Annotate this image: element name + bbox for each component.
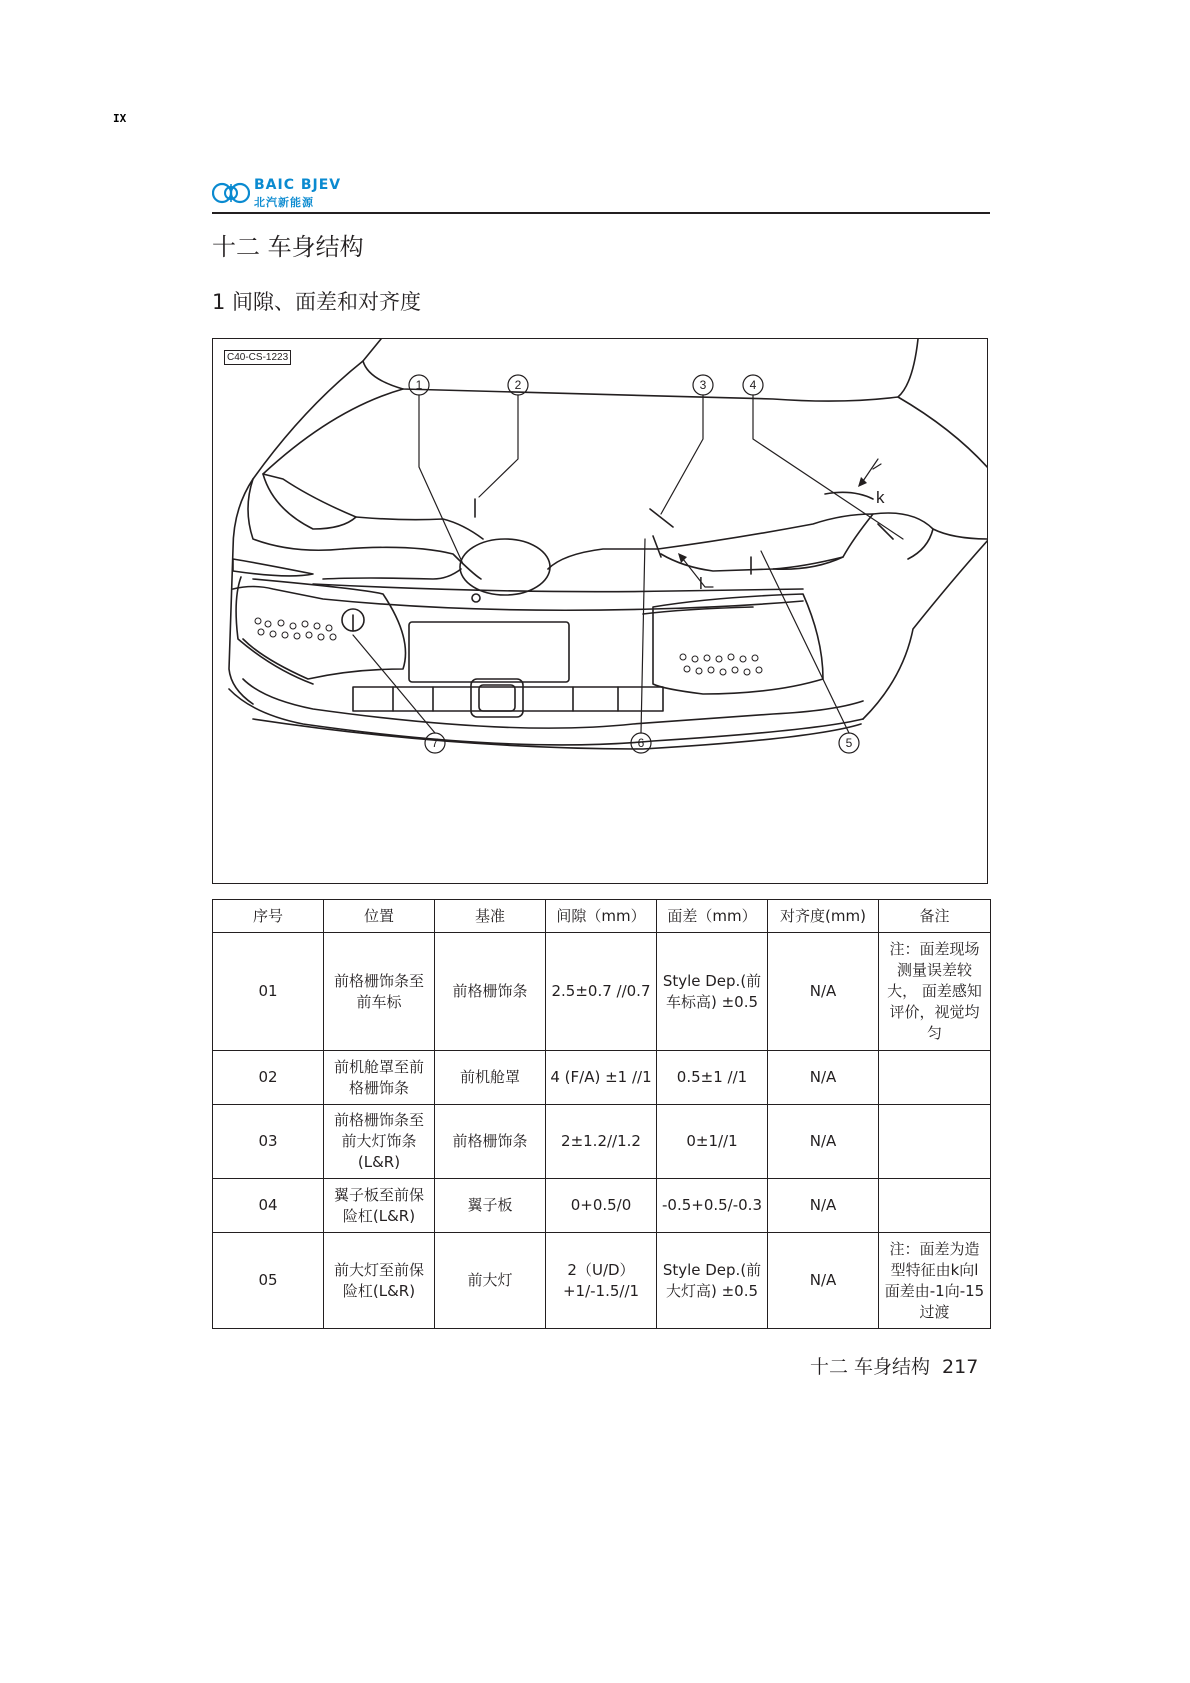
table-header-row <box>213 900 991 933</box>
footer-chapter: 十二 车身结构 <box>810 1356 931 1378</box>
brand-name-cn: 北汽新能源 <box>254 195 314 209</box>
table-row <box>213 1233 991 1329</box>
cell-datum: 前格栅饰条 <box>435 933 546 1051</box>
cell-note-line: 面差由-1向-15 <box>884 1281 985 1300</box>
cell-flush-line: -0.5+0.5/-0.3 <box>661 1196 762 1214</box>
table-row <box>213 1105 991 1179</box>
table-row <box>213 933 991 1051</box>
cell-note <box>879 1233 991 1329</box>
cell-datum: 前格栅饰条 <box>435 1105 546 1179</box>
cell-gap-line: 0+0.5/0 <box>570 1196 632 1214</box>
cell-position-line: 前车标 <box>356 992 402 1011</box>
cell-note-line: 注：面差现场 <box>889 940 980 958</box>
cell-gap-line: 2±1.2//1.2 <box>561 1132 641 1150</box>
cell-gap <box>546 1105 657 1179</box>
cell-note <box>879 1051 991 1105</box>
page-footer <box>810 1352 978 1379</box>
header-rule <box>212 212 990 214</box>
callout-6-label: 6 <box>637 736 645 750</box>
header-datum: 基准 <box>435 900 546 933</box>
cell-note <box>879 1105 991 1179</box>
cell-gap <box>546 1233 657 1329</box>
vehicle-front-line-drawing <box>213 339 988 884</box>
cell-flush <box>657 1051 768 1105</box>
cell-datum: 翼子板 <box>435 1179 546 1233</box>
cell-gap-line: 2.5±0.7 //0.7 <box>551 982 651 1000</box>
cell-note-line: 大， 面差感知 <box>887 982 982 1000</box>
cell-datum: 前大灯 <box>435 1233 546 1329</box>
cell-no: 03 <box>213 1105 324 1179</box>
cell-flush <box>657 1179 768 1233</box>
cell-flush <box>657 1233 768 1329</box>
brand-logo <box>212 178 341 208</box>
cell-note-line: 型特征由k向l <box>890 1260 979 1279</box>
callout-7-label: 7 <box>431 736 439 750</box>
callout-4-label: 4 <box>749 378 757 392</box>
cell-flush-line: 车标高) ±0.5 <box>665 992 759 1011</box>
cell-gap <box>546 1179 657 1233</box>
baic-logo-icon <box>212 180 250 206</box>
direction-l-label: l <box>699 574 703 593</box>
cell-note <box>879 933 991 1051</box>
cell-position-line: 前格栅饰条至 <box>333 1111 424 1129</box>
cell-flush <box>657 1105 768 1179</box>
cell-position-line: 前格栅饰条至 <box>333 971 424 990</box>
header-flush: 面差（mm） <box>657 900 768 933</box>
cell-no: 05 <box>213 1233 324 1329</box>
cell-flush-line: 0±1//1 <box>686 1132 738 1150</box>
direction-k-label: k <box>876 488 885 507</box>
cell-flush-line: Style Dep.(前 <box>662 971 762 990</box>
cell-gap-line: 4 (F/A) ±1 //1 <box>550 1068 652 1086</box>
figure-code: C40-CS-1223 <box>224 350 291 365</box>
cell-position-line: 前大灯至前保 <box>333 1260 424 1279</box>
cell-position <box>324 1105 435 1179</box>
cell-position-line: 险杠(L&R) <box>342 1281 416 1300</box>
cell-position <box>324 1233 435 1329</box>
cell-datum: 前机舱罩 <box>435 1051 546 1105</box>
cell-note-line: 评价，视觉均 <box>889 1003 980 1021</box>
header-no: 序号 <box>213 900 324 933</box>
cell-alignment: N/A <box>768 1051 879 1105</box>
page-number: 217 <box>942 1356 979 1378</box>
cell-no: 02 <box>213 1051 324 1105</box>
header-alignment: 对齐度(mm) <box>768 900 879 933</box>
cell-gap-line: +1/-1.5//1 <box>562 1281 640 1300</box>
header-note: 备注 <box>879 900 991 933</box>
cell-position-line: 前机舱罩至前 <box>333 1057 424 1076</box>
cell-note <box>879 1179 991 1233</box>
callout-2-label: 2 <box>514 378 522 392</box>
cell-position <box>324 1051 435 1105</box>
cell-no: 04 <box>213 1179 324 1233</box>
cell-flush <box>657 933 768 1051</box>
cell-note-line: 注：面差为造 <box>889 1239 980 1258</box>
cell-position-line: 险杠(L&R) <box>342 1206 416 1225</box>
cell-no: 01 <box>213 933 324 1051</box>
callout-3-label: 3 <box>699 378 707 392</box>
table-row <box>213 1179 991 1233</box>
vehicle-front-figure <box>212 338 988 884</box>
cell-alignment: N/A <box>768 1105 879 1179</box>
cell-flush-line: 0.5±1 //1 <box>676 1068 748 1086</box>
header-position: 位置 <box>324 900 435 933</box>
table-row <box>213 1051 991 1105</box>
cell-alignment: N/A <box>768 1233 879 1329</box>
cell-gap <box>546 1051 657 1105</box>
cell-note-line: 过渡 <box>919 1302 950 1321</box>
cell-gap <box>546 933 657 1051</box>
chapter-title: 十二 车身结构 <box>212 233 364 261</box>
cell-gap-line: 2（U/D） <box>567 1260 635 1279</box>
cell-flush-line: 大灯高) ±0.5 <box>665 1281 759 1300</box>
header-gap: 间隙（mm） <box>546 900 657 933</box>
gap-flush-spec-table <box>212 899 991 1329</box>
cell-position <box>324 933 435 1051</box>
section-title: 1 间隙、面差和对齐度 <box>212 290 422 314</box>
cell-flush-line: Style Dep.(前 <box>662 1260 762 1279</box>
cell-position-line: 格栅饰条 <box>348 1078 409 1097</box>
cell-note-line: 测量误差较 <box>896 961 972 979</box>
corner-mark: IX <box>113 112 127 125</box>
cell-position-line: 前大灯饰条 <box>341 1132 417 1150</box>
cell-position <box>324 1179 435 1233</box>
brand-name-en: BAIC BJEV <box>254 176 342 193</box>
callout-5-label: 5 <box>845 736 853 750</box>
cell-position-line: 翼子板至前保 <box>333 1185 424 1204</box>
cell-note-line: 匀 <box>926 1024 942 1042</box>
cell-alignment: N/A <box>768 1179 879 1233</box>
cell-alignment: N/A <box>768 933 879 1051</box>
callout-1-label: 1 <box>415 378 423 392</box>
cell-position-line: (L&R) <box>357 1153 401 1171</box>
